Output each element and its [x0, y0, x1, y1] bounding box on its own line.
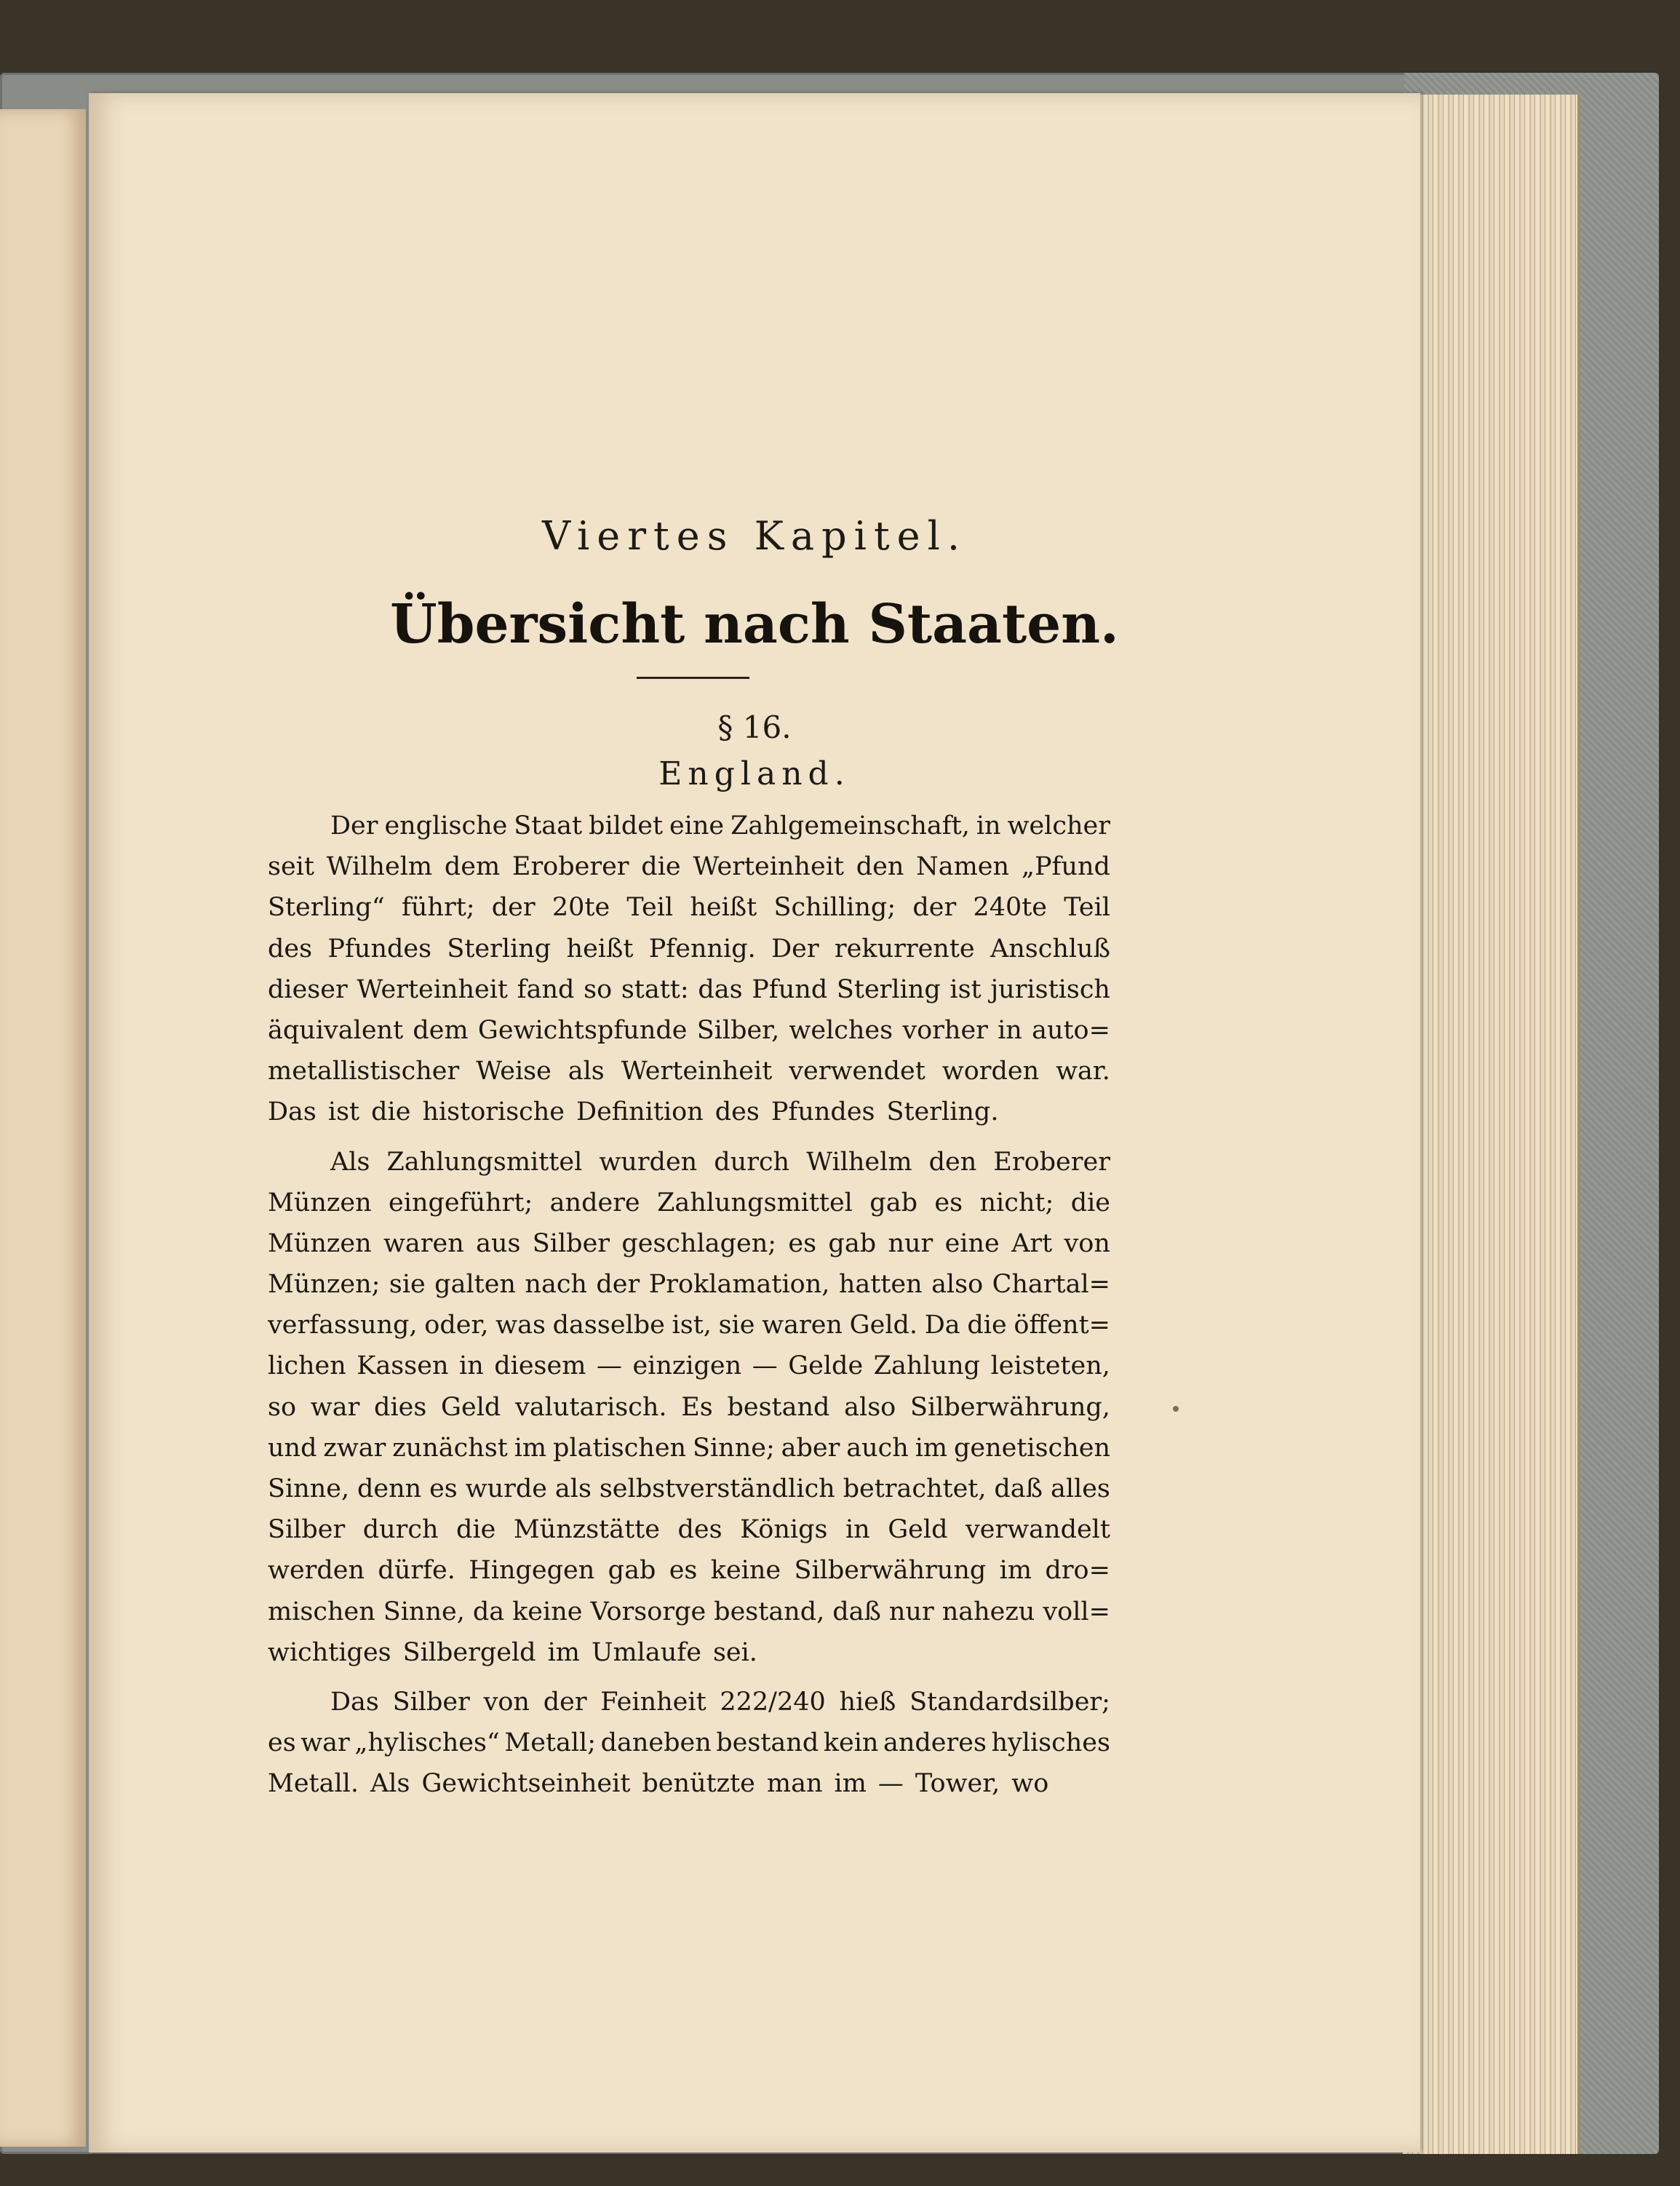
word: es	[429, 1474, 458, 1503]
word: geschlagen;	[621, 1228, 777, 1258]
word: Sinne,	[383, 1597, 465, 1626]
word: —	[752, 1351, 778, 1381]
word: verwendet	[789, 1057, 925, 1086]
word: in	[459, 1351, 484, 1381]
word: hylisches	[991, 1728, 1110, 1758]
word: im	[834, 1769, 867, 1799]
word: alles	[1050, 1474, 1110, 1503]
text-line	[268, 1509, 1110, 1550]
word: in	[976, 811, 1001, 840]
word: 222/240	[720, 1687, 826, 1717]
text-line	[268, 1682, 1110, 1722]
title-divider	[637, 677, 749, 679]
word: Namen	[916, 852, 1010, 882]
word: so	[268, 1392, 297, 1422]
word: wichtiges	[268, 1637, 391, 1667]
word: den	[928, 1147, 977, 1177]
word: Münzstätte	[513, 1515, 660, 1545]
word: dies	[374, 1392, 427, 1422]
text-line	[268, 806, 1110, 846]
word: sie	[718, 1311, 755, 1340]
word: so	[584, 974, 613, 1004]
word: valutarisch.	[515, 1392, 667, 1422]
word: als	[554, 1474, 592, 1503]
word: Sterling	[447, 934, 552, 963]
word: heißt	[566, 934, 634, 963]
word: das	[698, 974, 743, 1004]
word: rekurrente	[834, 934, 975, 963]
word: nur	[888, 1597, 934, 1626]
word: waren	[383, 1228, 464, 1258]
word: den	[856, 852, 904, 882]
word: aus	[476, 1228, 521, 1258]
word: führt;	[401, 893, 475, 923]
word: eingeführt;	[389, 1188, 533, 1217]
word: galten	[434, 1270, 516, 1300]
word: sei.	[712, 1637, 757, 1667]
word: des	[677, 1515, 722, 1545]
text-line	[268, 1142, 1110, 1183]
word: Silber	[268, 1515, 346, 1545]
word: die	[641, 852, 681, 882]
word: „Pfund	[1021, 852, 1110, 882]
word: äquivalent	[268, 1015, 404, 1045]
word: Als	[330, 1147, 370, 1177]
word: was	[495, 1311, 546, 1340]
word: Münzen	[268, 1228, 372, 1258]
section-number: § 16.	[717, 710, 792, 745]
word: leisteten,	[990, 1351, 1110, 1381]
word: es	[669, 1556, 698, 1586]
word: bestand	[727, 1392, 830, 1422]
word: gab	[608, 1556, 656, 1586]
word: des	[714, 1097, 760, 1127]
word: Hingegen	[469, 1556, 595, 1586]
word: daß	[994, 1474, 1043, 1503]
word: fand	[517, 974, 575, 1004]
paragraph	[268, 1682, 1110, 1805]
word: durch	[362, 1515, 439, 1545]
word: welches	[789, 1015, 893, 1045]
word: Wilhelm	[326, 852, 433, 882]
word: bildet	[589, 811, 664, 840]
word: juristisch	[990, 974, 1110, 1004]
text-line	[268, 929, 1110, 969]
word: Gewichtseinheit	[421, 1769, 631, 1799]
word: man	[766, 1769, 823, 1799]
word: Umlaufe	[591, 1637, 701, 1667]
word: oder,	[424, 1311, 489, 1340]
word: welcher	[1007, 811, 1110, 840]
word: im	[915, 1433, 948, 1463]
word: die	[456, 1515, 496, 1545]
word: des	[268, 934, 313, 963]
word: betrachtet,	[843, 1474, 987, 1503]
paragraph-gap	[268, 1133, 1110, 1142]
word: öffent=	[1014, 1311, 1110, 1340]
word: Sinne,	[268, 1474, 350, 1503]
text-line	[268, 1051, 1110, 1092]
word: durch	[714, 1147, 790, 1177]
word: Eroberer	[993, 1147, 1110, 1177]
word: Pfundes	[327, 934, 432, 963]
word: selbstverständlich	[599, 1474, 835, 1503]
word: —	[596, 1351, 622, 1381]
word: Gelde	[788, 1351, 864, 1381]
word: auch	[846, 1433, 909, 1463]
word: Silber	[532, 1228, 610, 1258]
text-line	[268, 1010, 1110, 1051]
word: die	[967, 1311, 1007, 1340]
word: es	[268, 1728, 296, 1758]
word: dem	[413, 1015, 469, 1045]
word: Geld	[441, 1392, 501, 1422]
word: dem	[444, 852, 501, 882]
word: in	[845, 1515, 870, 1545]
word: gab	[828, 1228, 877, 1258]
word: heißt	[690, 893, 757, 923]
word: wurde	[465, 1474, 548, 1503]
word: gab	[869, 1188, 917, 1217]
word: keine	[512, 1597, 583, 1626]
word: ist	[327, 1097, 360, 1127]
word: nicht;	[979, 1188, 1054, 1217]
word: aber	[781, 1433, 840, 1463]
paragraph-gap	[268, 1673, 1110, 1682]
word: metallistischer	[268, 1057, 460, 1086]
text-line	[268, 1591, 1110, 1632]
word: wurden	[599, 1147, 698, 1177]
word: Als	[370, 1769, 410, 1799]
word: worden	[941, 1057, 1040, 1086]
text-line	[268, 1763, 1110, 1804]
word: seit	[268, 852, 314, 882]
word: hieß	[839, 1687, 896, 1717]
word: Teil	[1064, 893, 1110, 923]
word: als	[568, 1057, 605, 1086]
word: Wilhelm	[806, 1147, 912, 1177]
text-line	[268, 1722, 1110, 1763]
word: Münzen	[268, 1188, 372, 1217]
word: Feinheit	[600, 1687, 706, 1717]
word: lichen	[268, 1351, 346, 1381]
word: Geld	[888, 1515, 948, 1545]
text-line	[268, 969, 1110, 1010]
word: Staat	[514, 811, 583, 840]
word: denn	[357, 1474, 422, 1503]
word: Silberwährung	[794, 1556, 987, 1586]
word: ist,	[672, 1311, 712, 1340]
word: englische	[384, 811, 508, 840]
word: verwandelt	[965, 1515, 1110, 1545]
word: Sterling“	[268, 893, 385, 923]
word: verfassung,	[268, 1311, 418, 1340]
word: Tower,	[915, 1769, 1000, 1799]
word: war	[310, 1392, 360, 1422]
word: im	[547, 1637, 580, 1667]
word: von	[483, 1687, 530, 1717]
text-line	[268, 846, 1110, 887]
word: Pfund	[752, 974, 828, 1004]
word: „hylisches“	[354, 1728, 500, 1758]
word: war.	[1056, 1057, 1110, 1086]
text-line	[268, 1305, 1110, 1346]
word: dro=	[1045, 1556, 1110, 1586]
word: Silber,	[696, 1015, 780, 1045]
word: Weise	[476, 1057, 552, 1086]
word: wo	[1011, 1769, 1049, 1799]
word: Metall.	[268, 1769, 359, 1799]
word: Silberwährung,	[909, 1392, 1110, 1422]
text-line	[268, 1550, 1110, 1591]
body-text	[268, 806, 1110, 1805]
word: also	[844, 1392, 896, 1422]
word: in	[998, 1015, 1022, 1045]
word: vorher	[902, 1015, 988, 1045]
word: Silbergeld	[402, 1637, 536, 1667]
word: zwar	[323, 1433, 386, 1463]
paragraph	[268, 1142, 1110, 1673]
word: anderes	[883, 1728, 987, 1758]
text-line	[268, 1428, 1110, 1468]
word: kein	[823, 1728, 879, 1758]
word: im	[999, 1556, 1032, 1586]
word: Sterling	[836, 974, 941, 1004]
word: Zahlungsmittel	[657, 1188, 853, 1217]
word: Zahlung	[873, 1351, 981, 1381]
chapter-title: Übersicht nach Staaten.	[390, 593, 1119, 656]
word: es	[788, 1228, 817, 1258]
word: Proklamation,	[648, 1270, 830, 1300]
text-line	[268, 1632, 1110, 1673]
word: also	[931, 1270, 984, 1300]
word: daneben	[600, 1728, 712, 1758]
paper-speck	[1173, 1406, 1179, 1412]
text-line	[268, 1346, 1110, 1386]
word: Es	[681, 1392, 713, 1422]
word: historische	[422, 1097, 565, 1127]
word: nach	[525, 1270, 587, 1300]
text-line	[268, 1092, 1110, 1132]
text-line	[268, 1264, 1110, 1305]
word: Schilling;	[773, 893, 896, 923]
chapter-heading: Viertes Kapitel.	[541, 513, 968, 559]
text-line	[268, 1387, 1110, 1428]
word: dürfe.	[378, 1556, 455, 1586]
word: es	[934, 1188, 963, 1217]
word: und	[268, 1433, 317, 1463]
word: Münzen;	[268, 1270, 381, 1300]
word: platischen	[553, 1433, 687, 1463]
word: benützte	[642, 1769, 755, 1799]
word: der	[596, 1270, 640, 1300]
word: diesem	[494, 1351, 586, 1381]
word: ist	[950, 974, 982, 1004]
word: Pfennig.	[648, 934, 756, 963]
word: eine	[669, 811, 725, 840]
word: bestand,	[714, 1597, 825, 1626]
word: der	[912, 893, 957, 923]
word: Werteinheit	[693, 852, 844, 882]
word: hatten	[838, 1270, 923, 1300]
paragraph	[268, 806, 1110, 1133]
word: Zahlungsmittel	[386, 1147, 583, 1177]
word: Kassen	[357, 1351, 449, 1381]
left-page-edge	[0, 109, 86, 2147]
word: andere	[549, 1188, 640, 1217]
word: keine	[710, 1556, 781, 1586]
word: Chartal=	[992, 1270, 1110, 1300]
word: einzigen	[632, 1351, 742, 1381]
word: Sinne;	[693, 1433, 775, 1463]
word: 20te	[552, 893, 610, 923]
word: sie	[389, 1270, 426, 1300]
word: Definition	[576, 1097, 704, 1127]
text-line	[268, 1223, 1110, 1264]
word: Vorsorge	[590, 1597, 706, 1626]
word: zunächst	[392, 1433, 508, 1463]
word: im	[514, 1433, 547, 1463]
word: Zahlgemeinschaft,	[730, 811, 970, 840]
word: die	[371, 1097, 411, 1127]
word: dieser	[268, 974, 348, 1004]
word: der	[491, 893, 536, 923]
word: auto=	[1032, 1015, 1110, 1045]
word: waren	[762, 1311, 843, 1340]
word: mischen	[268, 1597, 375, 1626]
page-block-edges	[1403, 95, 1580, 2154]
word: Der	[771, 934, 819, 963]
word: genetischen	[954, 1433, 1110, 1463]
text-line	[268, 887, 1110, 928]
word: Gewichtspfunde	[477, 1015, 688, 1045]
word: eine	[944, 1228, 1000, 1258]
word: Silber	[392, 1687, 470, 1717]
word: Geld.	[849, 1311, 918, 1340]
word: Der	[330, 811, 378, 840]
word: Pfundes	[771, 1097, 875, 1127]
word: war	[300, 1728, 350, 1758]
word: statt:	[621, 974, 689, 1004]
word: Anschluß	[990, 934, 1110, 963]
word: dasselbe	[552, 1311, 665, 1340]
word: Das	[268, 1097, 317, 1127]
word: 240te	[973, 893, 1048, 923]
word: Teil	[626, 893, 674, 923]
word: Königs	[740, 1515, 828, 1545]
text-line	[268, 1183, 1110, 1223]
word: Metall;	[504, 1728, 597, 1758]
word: Sterling.	[886, 1097, 999, 1127]
word: nur	[888, 1228, 933, 1258]
word: die	[1070, 1188, 1110, 1217]
section-title: England.	[658, 755, 851, 792]
word: Da	[924, 1311, 960, 1340]
word: nahezu	[941, 1597, 1035, 1626]
word: von	[1064, 1228, 1110, 1258]
word: bestand	[716, 1728, 819, 1758]
word: der	[543, 1687, 587, 1717]
word: Standardsilber;	[909, 1687, 1110, 1717]
word: Eroberer	[511, 852, 629, 882]
word: Werteinheit	[621, 1057, 773, 1086]
word: werden	[268, 1556, 365, 1586]
word: daß	[832, 1597, 881, 1626]
word: Werteinheit	[357, 974, 508, 1004]
word: da	[472, 1597, 505, 1626]
word: voll=	[1043, 1597, 1110, 1626]
word: Das	[330, 1687, 379, 1717]
text-line	[268, 1468, 1110, 1509]
word: —	[877, 1769, 904, 1799]
word: Art	[1011, 1228, 1053, 1258]
